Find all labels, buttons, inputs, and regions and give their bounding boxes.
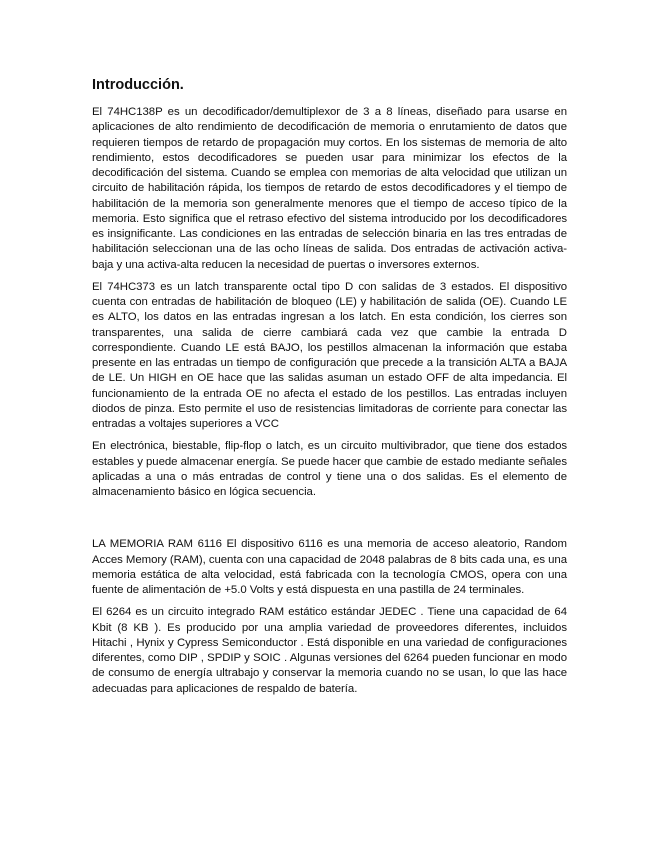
paragraph-ram-6116: LA MEMORIA RAM 6116 El dispositivo 6116 es una memoria de acceso aleatorio, Random Acces Memory (RAM), cuenta con una capacidad de 2048 palabras de 8 bits cada una, es una memoria estática de alta velocidad, está fabricada con la tecnología CMOS, opera con una fuente de alimentación de +5.0 Volts y está dispuesta en una pastilla de 24 terminales. [92, 538, 567, 596]
document-page [92, 76, 567, 704]
section-spacer [92, 507, 567, 537]
document-title: Introducción. [92, 77, 184, 93]
paragraph-74hc138p: El 74HC138P es un decodificador/demultiplexor de 3 a 8 líneas, diseñado para usarse en aplicaciones de alto rendimiento de decodificación de memoria o enrutamiento de datos que requieren tiempos de retardo de propagación muy cortos. En los sistemas de memoria de alto rendimiento, estos decodificadores se pueden usar para minimizar los efectos de la decodificación del sistema. Cuando se emplea con memorias de alta velocidad que utilizan un circuito de habilitación rápida, los tiempos de retardo de estos decodificadores y el tiempo de habilitación de la memoria son generalmente menores que el tiempo de acceso típico de la memoria. Esto significa que el retraso efectivo del sistema introducido por los decodificadores es insignificante. Las condiciones en las entradas de selección binaria en las tres entradas de habilitación seleccionan una de las ocho líneas de salida. Dos entradas de activación activa-baja y una activa-alta reducen la necesidad de puertas o inversores externos. [92, 106, 567, 271]
paragraph-74hc373: El 74HC373 es un latch transparente octal tipo D con salidas de 3 estados. El dispositivo cuenta con entradas de habilitación de bloqueo (LE) y habilitación de salida (OE). Cuando LE es ALTO, los datos en las entradas ingresan a los latch. En esta condición, los cierres son transparentes, una salida de cierre cambiará cada vez que cambie la entrada D correspondiente. Cuando LE está BAJO, los pestillos almacenan la información que estaba presente en las entradas un tiempo de configuración que precede a la transición ALTA a BAJA de LE. Un HIGH en OE hace que las salidas asuman un estado OFF de alta impedancia. El funcionamiento de la entrada OE no afecta el estado de los pestillos. Las entradas incluyen diodos de pinza. Esto permite el uso de resistencias limitadoras de corriente para conectar las entradas a voltajes superiores a VCC [92, 280, 567, 430]
paragraph-latch: En electrónica, biestable, flip-flop o latch, es un circuito multivibrador, que tiene dos estados estables y puede almacenar energía. Se puede hacer que cambie de estado mediante señales aplicadas a una o más entradas de control y tiene una o dos salidas. Es el elemento de almacenamiento básico en lógica secuencia. [92, 440, 567, 498]
paragraph-ram-6264: El 6264 es un circuito integrado RAM estático estándar JEDEC . Tiene una capacidad de 64 Kbit (8 KB ). Es producido por una amplia variedad de proveedores diferentes, incluidos Hitachi , Hynix y Cypress Semiconductor . Está disponible en una variedad de configuraciones diferentes, como DIP , SPDIP y SOIC . Algunas versiones del 6264 pueden funcionar en modo de consumo de energía ultrabajo y conservar la memoria cuando no se usan, lo que las hace adecuadas para aplicaciones de respaldo de batería. [92, 606, 567, 695]
